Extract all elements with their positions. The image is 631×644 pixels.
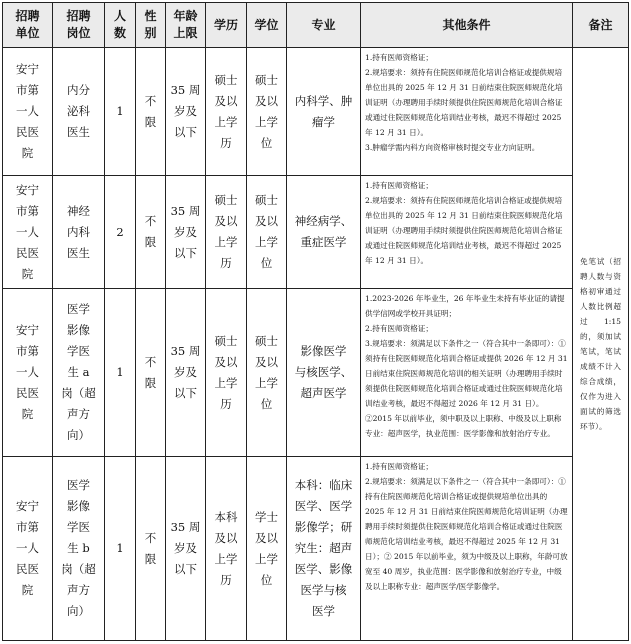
cell-note: 免笔试（招聘人数与资格初审通过人数比例超过 1:15 的，须加试笔试，笔试成绩不计入综合成绩，仅作为进入面试的筛选环节）。 xyxy=(573,48,629,641)
header-age: 年龄 上限 xyxy=(166,3,206,48)
cell-gender: 不 限 xyxy=(136,48,166,176)
table-row xyxy=(3,457,629,641)
condition-item: 3.规培要求：须满足以下条件之一（符合其中一条即可）：①须持有住院医师规范化培训合格证或提供 2026 年 12 月 31 日前结束住院医师规范化培训的相关证明（办理聘用手续时须提供住院医师规范化培训合格证或通过住院医师规范化培训结业考核，最迟不得超过 2026 年 12 月 31 日）。②2015 年以前毕业，须中职及以上职称、中级及以上职称专业：超声医学，执业范围：医学影像和放射治疗专业。 xyxy=(365,339,571,438)
condition-item: 3.肿瘤学需内科方向资格审核时提交专业方向证明。 xyxy=(365,143,540,152)
cell-age: 35 周 岁及 以下 xyxy=(166,457,206,641)
cell-unit: 安宁 市第 一人 民医 院 xyxy=(3,289,53,457)
cell-degree: 硕士 及以 上学 位 xyxy=(247,176,287,289)
cell-education: 硕士 及以 上学 历 xyxy=(206,289,247,457)
table-row xyxy=(3,176,629,289)
header-conditions: 其他条件 xyxy=(361,3,573,48)
cell-post: 医学 影像 学医 生 b 岗（超 声方 向） xyxy=(53,457,105,641)
table-row xyxy=(3,48,629,176)
condition-item: 1.2023-2026 年毕业生，26 年毕业生未持有毕业证的请提供学信网或学校开具证明； xyxy=(365,294,565,318)
header-degree: 学位 xyxy=(247,3,287,48)
cell-unit: 安宁 市第 一人 民医 院 xyxy=(3,176,53,289)
table-header-row xyxy=(3,3,629,48)
cell-age: 35 周 岁及 以下 xyxy=(166,48,206,176)
cell-gender: 不 限 xyxy=(136,289,166,457)
cell-count: 2 xyxy=(105,176,136,289)
cell-major: 影像医学 与核医学、 超声医学 xyxy=(287,289,361,457)
recruitment-table xyxy=(2,2,629,641)
cell-major: 内科学、肿 瘤学 xyxy=(287,48,361,176)
header-count: 人 数 xyxy=(105,3,136,48)
header-note: 备注 xyxy=(573,3,629,48)
cell-age: 35 周 岁及 以下 xyxy=(166,176,206,289)
header-unit: 招聘 单位 xyxy=(3,3,53,48)
cell-major: 本科：临床 医学、医学 影像学；研 究生：超声 医学、影像 医学与核 医学 xyxy=(287,457,361,641)
cell-count: 1 xyxy=(105,48,136,176)
cell-education: 硕士 及以 上学 历 xyxy=(206,176,247,289)
cell-count: 1 xyxy=(105,289,136,457)
cell-gender: 不 限 xyxy=(136,457,166,641)
cell-major: 神经病学、 重症医学 xyxy=(287,176,361,289)
table-row xyxy=(3,289,629,457)
cell-post: 神经 内科 医生 xyxy=(53,176,105,289)
cell-conditions xyxy=(361,289,573,457)
cell-degree: 学士 及以 上学 位 xyxy=(247,457,287,641)
condition-item: 1.持有医师资格证； xyxy=(365,181,433,190)
condition-item: 2.规培要求：须满足以下条件之一（符合其中一条即可）：①持有住院医师规范化培训合格证或提供规培单位出具的 2025 年 12 月 31 日前结束住院医师规范化培训证明（办理聘用手续时须提供住院医师规范化培训合格证或通过住院医师规范化培训结业考核，最迟不得超过 2025 年 12 月 31 日）；② 2015 年以前毕业，须为中级及以上职称，年龄可放宽至 40 周岁，执业范围：医学影像和放射治疗专业，中级及以上职称专业：超声医学/医学影像学。 xyxy=(365,477,568,591)
header-education: 学历 xyxy=(206,3,247,48)
condition-item: 1.持有医师资格证； xyxy=(365,53,433,62)
cell-degree: 硕士 及以 上学 位 xyxy=(247,48,287,176)
cell-conditions xyxy=(361,457,573,641)
cell-unit: 安宁 市第 一人 民医 院 xyxy=(3,457,53,641)
header-post: 招聘 岗位 xyxy=(53,3,105,48)
cell-conditions xyxy=(361,176,573,289)
cell-degree: 硕士 及以 上学 位 xyxy=(247,289,287,457)
header-major: 专业 xyxy=(287,3,361,48)
cell-age: 35 周 岁及 以下 xyxy=(166,289,206,457)
cell-gender: 不 限 xyxy=(136,176,166,289)
condition-item: 2.规培要求：须持有住院医师规范化培训合格证或提供规培单位出具的 2025 年 12 月 31 日前结束住院医师规范化培训证明（办理聘用手续时须提供住院医师规范化培训合格证或通过住院医师规范化培训结业考核，最迟不得超过 2025 年 12 月 31 日）。 xyxy=(365,196,564,265)
cell-post: 医学 影像 学医 生 a 岗（超 声方 向） xyxy=(53,289,105,457)
cell-unit: 安宁 市第 一人 民医 院 xyxy=(3,48,53,176)
condition-item: 2.持有医师资格证； xyxy=(365,324,433,333)
cell-post: 内分 泌科 医生 xyxy=(53,48,105,176)
cell-count: 1 xyxy=(105,457,136,641)
cell-education: 硕士 及以 上学 历 xyxy=(206,48,247,176)
condition-item: 2.规培要求：须持有住院医师规范化培训合格证或提供规培单位出具的 2025 年 12 月 31 日前结束住院医师规范化培训证明（办理聘用手续时须提供住院医师规范化培训合格证或通过住院医师规范化培训结业考核，最迟不得超过 2025 年 12 月 31 日）。 xyxy=(365,68,564,137)
condition-item: 1.持有医师资格证； xyxy=(365,462,433,471)
header-gender: 性 别 xyxy=(136,3,166,48)
cell-education: 本科 及以 上学 历 xyxy=(206,457,247,641)
cell-conditions xyxy=(361,48,573,176)
